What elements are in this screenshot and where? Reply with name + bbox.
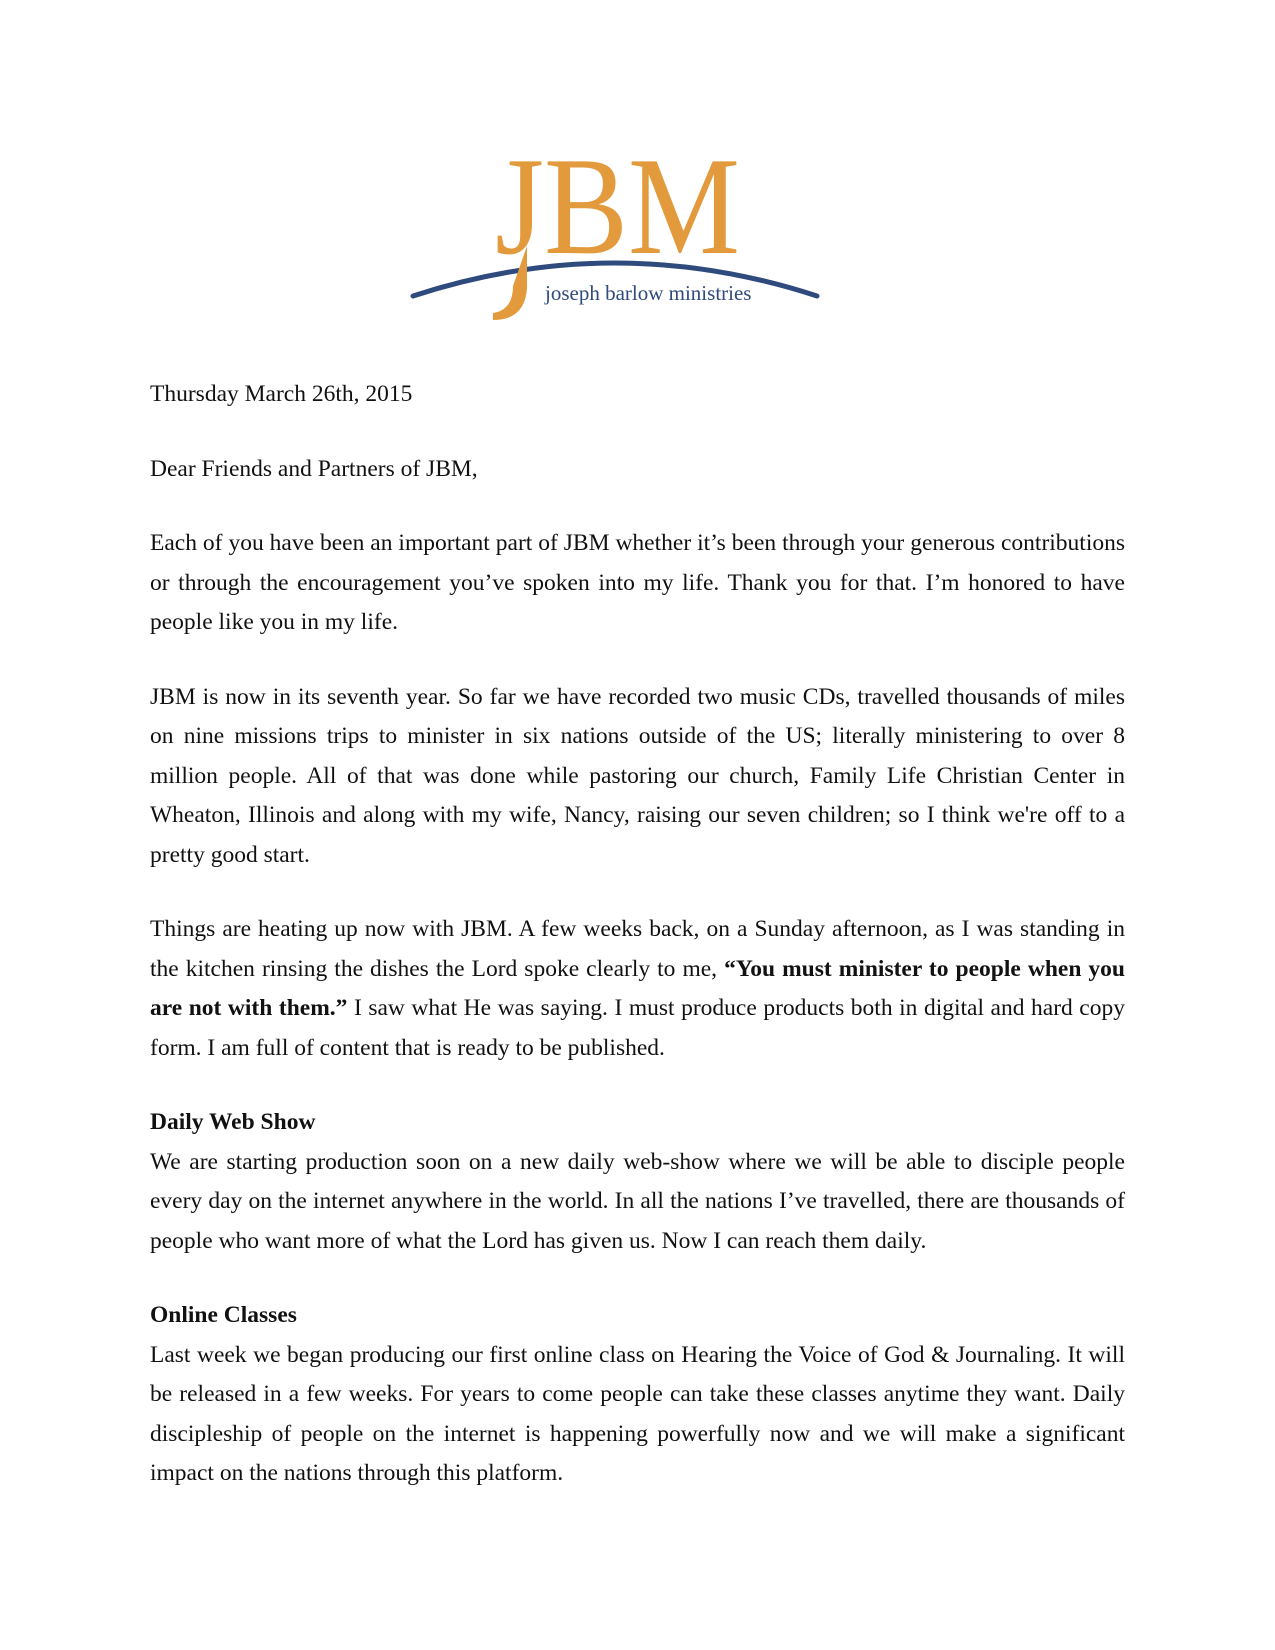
section-body-web-show: We are starting production soon on a new daily web-show where we will be able to disciple people every day on the internet anywhere in the world. In all the nations I’ve travelled, there are thousands of people who want more of what the Lord has given us. Now I can reach them daily. xyxy=(150,1148,1125,1254)
section-heading-online-classes: Online Classes xyxy=(150,1302,297,1328)
logo-tagline: joseph barlow ministries xyxy=(545,281,752,305)
jbm-logo-graphic xyxy=(405,138,875,343)
paragraph-calling-intro: Things are heating up now with JBM. A few weeks back, on a Sunday afternoon, as I was standing in the kitchen rinsing the dishes the Lord spoke clearly to me, xyxy=(150,916,1125,982)
jbm-logo xyxy=(405,138,875,343)
letter-date: Thursday March 26th, 2015 xyxy=(150,381,413,407)
letter-salutation: Dear Friends and Partners of JBM, xyxy=(150,455,478,482)
paragraph-calling-outro: I saw what He was saying. I must produce products both in digital and hard copy form. I am full of content that is ready to be published. xyxy=(150,995,1125,1061)
lord-quote: “You must minister to people when you are not with them.” xyxy=(150,955,1125,1021)
paragraph-history: JBM is now in its seventh year. So far we have recorded two music CDs, travelled thousands of miles on nine missions trips to minister in six nations outside of the US; literally ministering to over 8 million people. All of that was done while pastoring our church, Family Life Christian Center in Wheaton, Illinois and along with my wife, Nancy, raising our seven children; so I think we're off to a pretty good start. xyxy=(150,683,1125,868)
section-heading-web-show: Daily Web Show xyxy=(150,1109,316,1135)
paragraph-thanks: Each of you have been an important part of JBM whether it’s been through your generous contributions or through the encouragement you’ve spoken into my life. Thank you for that. I’m honored to have people like you in my life. xyxy=(150,530,1125,635)
logo-monogram: JBM xyxy=(495,138,740,284)
letter-body xyxy=(150,375,1125,1494)
section-body-online-classes: Last week we began producing our first online class on Hearing the Voice of God & Journaling. It will be released in a few weeks. For years to come people can take these classes anytime they want. Daily discipleship of people on the internet is happening powerfully now and we will make a significant impact on the nations through this platform. xyxy=(150,1341,1125,1486)
paragraph-calling xyxy=(150,910,1125,1068)
